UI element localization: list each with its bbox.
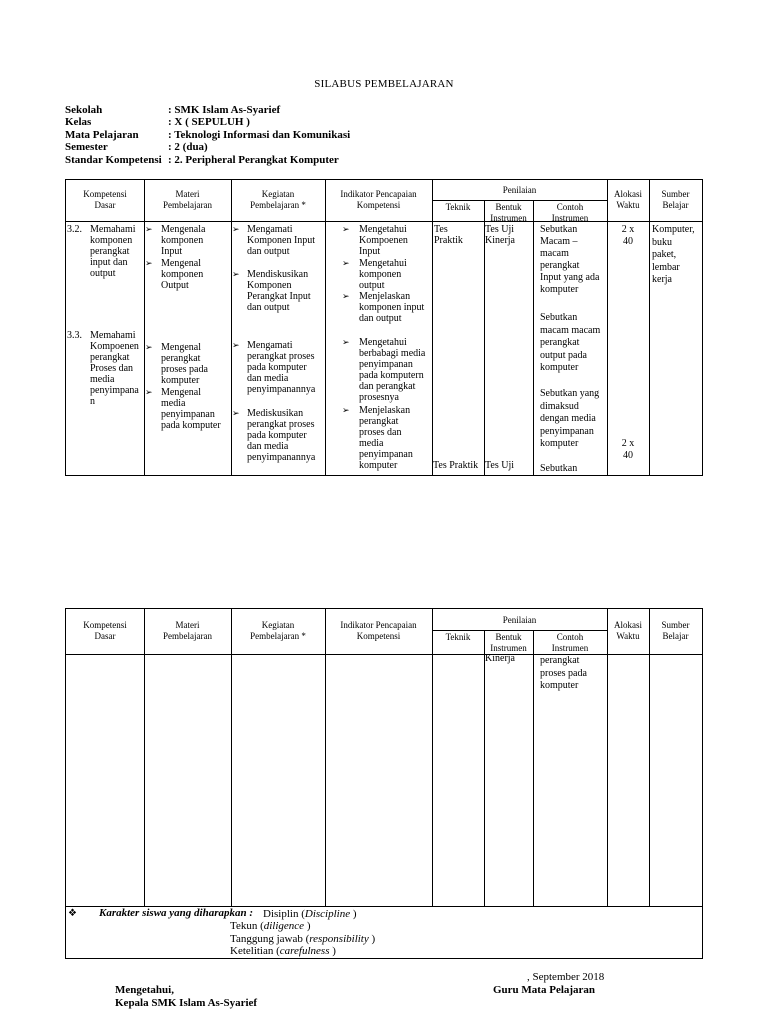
kd-number: 3.3. <box>67 330 82 341</box>
info-value-mapel: : Teknologi Informasi dan Komunikasi <box>168 129 351 141</box>
arrow-bullet-icon: ➢ <box>342 224 350 234</box>
info-value-kelas: : X ( SEPULUH ) <box>168 116 250 128</box>
header-contoh: Contoh Instrumen <box>551 632 589 653</box>
signature-left-title: Mengetahui, <box>115 984 174 996</box>
arrow-bullet-icon: ➢ <box>145 342 153 352</box>
table-divider <box>432 609 433 906</box>
kegiatan-item: Mediskusikan perangkat proses pada komputer dan media penyimpanannya <box>247 408 316 463</box>
indikator-item: Menjelaskan komponen input dan output <box>359 291 425 324</box>
bentuk-value: Tes Uji Kinerja <box>485 224 515 246</box>
signature-date: , September 2018 <box>527 971 605 983</box>
alokasi-value: 2 x 40 <box>621 224 635 247</box>
materi-item: Mengenala komponen Input <box>161 224 206 257</box>
materi-item: Mengenal komponen Output <box>161 258 204 291</box>
arrow-bullet-icon: ➢ <box>342 337 350 347</box>
info-label-semester: Semester <box>65 141 108 153</box>
page-title: SILABUS PEMBELAJARAN <box>314 78 454 90</box>
arrow-bullet-icon: ➢ <box>342 258 350 268</box>
table-divider <box>231 609 232 906</box>
materi-item: Mengenal media penyimpanan pada komputer <box>161 387 221 431</box>
sumber-value: Komputer, buku paket, lembar kerja <box>652 224 695 285</box>
header-bentuk: Bentuk Instrumen <box>490 632 527 653</box>
signature-right-title: Guru Mata Pelajaran <box>493 984 596 996</box>
table-divider <box>432 630 607 631</box>
header-alokasi: Alokasi Waktu <box>614 189 642 210</box>
arrow-bullet-icon: ➢ <box>342 405 350 415</box>
kd-text: Memahami komponen perangkat input dan output <box>90 224 136 279</box>
karakter-list <box>263 908 357 921</box>
karakter-item: Tanggung jawab (responsibility ) <box>230 932 376 945</box>
header-sumber: Sumber Belajar <box>661 189 690 210</box>
header-sumber: Sumber Belajar <box>661 620 690 641</box>
table-divider <box>484 630 485 906</box>
table-divider <box>533 200 534 475</box>
header-contoh: Contoh Instrumen <box>551 202 589 223</box>
arrow-bullet-icon: ➢ <box>232 224 240 234</box>
header-materi: Materi Pembelajaran <box>163 620 212 641</box>
indikator-item: Mengetahui Kompoenen Input <box>359 224 408 257</box>
indikator-item: Mengetahui komponen output <box>359 258 407 291</box>
info-label-mapel: Mata Pelajaran <box>65 129 139 141</box>
contoh-item: Sebutkan Macam – macam perangkat Input yang ada komputer <box>540 224 600 295</box>
header-kegiatan: Kegiatan Pembelajaran * <box>250 189 306 210</box>
syllabus-table-2 <box>65 608 703 959</box>
contoh-item: perangkat proses pada komputer <box>540 655 587 691</box>
karakter-item: Ketelitian (carefulness ) <box>230 945 336 957</box>
bentuk-value: Kinerja <box>485 653 515 664</box>
contoh-item: Sebutkan <box>540 463 578 474</box>
kegiatan-item: Mendiskusikan Komponen Perangkat Input dan output <box>247 269 311 313</box>
karakter-item: Tekun (diligence ) <box>230 920 311 932</box>
alokasi-value: 2 x 40 <box>621 438 635 461</box>
table-divider <box>144 609 145 906</box>
header-indikator: Indikator Pencapaian Kompetensi <box>340 189 417 210</box>
karakter-item: Disiplin (Discipline ) <box>263 908 357 920</box>
arrow-bullet-icon: ➢ <box>232 408 240 418</box>
table-divider <box>325 180 326 475</box>
header-teknik: Teknik <box>445 202 471 212</box>
table-divider <box>432 200 607 201</box>
arrow-bullet-icon: ➢ <box>145 258 153 268</box>
diamond-bullet-icon: ❖ <box>68 908 77 919</box>
arrow-bullet-icon: ➢ <box>342 291 350 301</box>
arrow-bullet-icon: ➢ <box>145 224 153 234</box>
karakter-label: Karakter siswa yang diharapkan : <box>99 907 254 919</box>
header-kompetensi: Kompetensi Dasar <box>83 620 127 641</box>
header-penilaian: Penilaian <box>502 185 537 195</box>
karakter-list <box>230 920 375 958</box>
table-divider <box>607 609 608 906</box>
indikator-item: Menjelaskan perangkat proses dan media penyimpanan komputer <box>359 405 413 471</box>
table-divider <box>325 609 326 906</box>
teknik-value: Tes Praktik <box>434 224 463 246</box>
syllabus-table-1 <box>65 179 703 476</box>
header-kegiatan: Kegiatan Pembelajaran * <box>250 620 306 641</box>
table-divider <box>649 609 650 906</box>
kegiatan-item: Mengamati Komponen Input dan output <box>247 224 316 257</box>
info-label-sk: Standar Kompetensi <box>65 154 162 166</box>
contoh-item: Sebutkan macam macam perangkat output pada komputer <box>540 312 601 373</box>
arrow-bullet-icon: ➢ <box>232 340 240 350</box>
info-value-sk: : 2. Peripheral Perangkat Komputer <box>168 154 339 166</box>
header-alokasi: Alokasi Waktu <box>614 620 642 641</box>
arrow-bullet-icon: ➢ <box>145 387 153 397</box>
header-indikator: Indikator Pencapaian Kompetensi <box>340 620 417 641</box>
kd-number: 3.2. <box>67 224 82 235</box>
table-divider <box>432 180 433 475</box>
header-penilaian: Penilaian <box>502 615 537 625</box>
signature-left-name: Kepala SMK Islam As-Syarief <box>115 997 258 1009</box>
header-teknik: Teknik <box>445 632 471 642</box>
info-label-kelas: Kelas <box>65 116 92 128</box>
contoh-item: Sebutkan yang dimaksud dengan media penyimpanan komputer <box>540 388 600 449</box>
info-label-sekolah: Sekolah <box>65 104 103 116</box>
kegiatan-item: Mengamati perangkat proses pada komputer dan media penyimpanannya <box>247 340 316 395</box>
info-value-semester: : 2 (dua) <box>168 141 208 153</box>
indikator-item: Mengetahui berbabagi media penyimpanan pada komputern dan perangkat prosesnya <box>359 337 426 403</box>
table-divider <box>533 630 534 906</box>
info-value-sekolah: : SMK Islam As-Syarief <box>168 104 281 116</box>
teknik-value: Tes Praktik <box>433 460 479 471</box>
table-divider <box>649 180 650 475</box>
header-materi: Materi Pembelajaran <box>163 189 212 210</box>
bentuk-value: Tes Uji <box>485 460 515 471</box>
arrow-bullet-icon: ➢ <box>232 269 240 279</box>
header-bentuk: Bentuk Instrumen <box>490 202 527 223</box>
header-kompetensi: Kompetensi Dasar <box>83 189 127 210</box>
materi-item: Mengenal perangkat proses pada komputer <box>161 342 208 386</box>
kd-text: Memahami Kompoenen perangkat Proses dan media penyimpana n <box>90 330 139 407</box>
